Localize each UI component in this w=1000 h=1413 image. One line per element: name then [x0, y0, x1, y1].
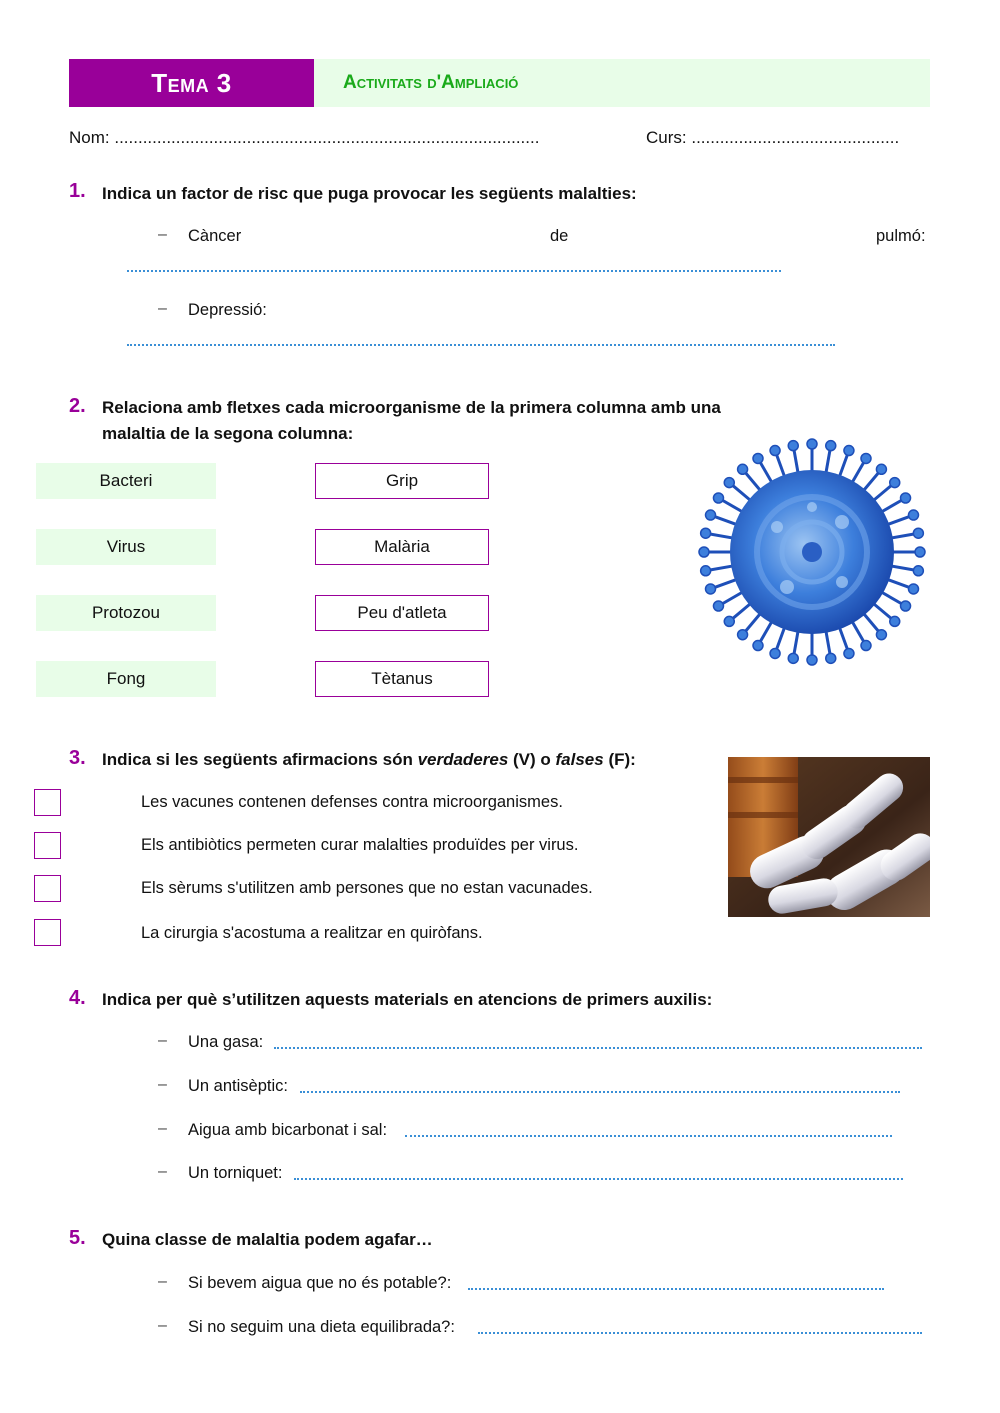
q4-item4-dash: – — [158, 1163, 167, 1180]
name-field[interactable]: .......................................................................................... — [114, 128, 540, 147]
name-row — [69, 128, 539, 148]
q3-text-before: Indica si les següents afirmacions són — [102, 750, 418, 769]
q4-answer-line-2[interactable] — [300, 1091, 900, 1093]
q4-answer-line-3[interactable] — [405, 1135, 892, 1137]
course-field[interactable]: ............................................ — [691, 128, 900, 147]
q1-item2-label: Depressió: — [188, 301, 267, 319]
name-label: Nom: — [69, 128, 110, 147]
q5-item1-dash: – — [158, 1273, 167, 1290]
q3-text-after: (F): — [603, 750, 636, 769]
q3-checkbox-1[interactable] — [34, 789, 61, 816]
q2-text-line1: Relaciona amb fletxes cada microorganisme de la primera columna amb una — [102, 398, 721, 417]
disease-box-malaria[interactable]: Malària — [315, 529, 489, 565]
q1-answer-line-1[interactable] — [127, 270, 781, 272]
q3-text-mid: (V) o — [508, 750, 556, 769]
q5-item1-label: Si bevem aigua que no és potable?: — [188, 1274, 452, 1292]
q5-answer-line-1[interactable] — [468, 1288, 884, 1290]
disease-box-peu-atleta[interactable]: Peu d'atleta — [315, 595, 489, 631]
activity-title: Activitats d'Ampliació — [314, 59, 930, 107]
q4-number: 4. — [69, 987, 86, 1009]
q3-text-italic2: falses — [555, 750, 604, 769]
q3-statement-1: Les vacunes contenen defenses contra microorganismes. — [141, 793, 563, 811]
q4-item4-label: Un torniquet: — [188, 1164, 283, 1182]
q3-checkbox-3[interactable] — [34, 875, 61, 902]
micro-box-bacteri[interactable]: Bacteri — [36, 463, 216, 499]
q3-number: 3. — [69, 747, 86, 769]
q1-number: 1. — [69, 180, 86, 202]
q4-item2-dash: – — [158, 1076, 167, 1093]
q3-statement-2: Els antibiòtics permeten curar malalties produïdes per virus. — [141, 836, 579, 854]
virus-image — [692, 432, 932, 672]
course-label: Curs: — [646, 128, 687, 147]
q5-text: Quina classe de malaltia podem agafar… — [102, 1230, 433, 1249]
q1-item2-dash: – — [158, 300, 167, 317]
q5-answer-line-2[interactable] — [478, 1332, 922, 1334]
q5-number: 5. — [69, 1227, 86, 1249]
q3-text-italic1: verdaderes — [417, 750, 509, 769]
q1-text: Indica un factor de risc que puga provocar les següents malalties: — [102, 184, 637, 203]
micro-box-fong[interactable]: Fong — [36, 661, 216, 697]
q3-checkbox-2[interactable] — [34, 832, 61, 859]
q3-statement-4: La cirurgia s'acostuma a realitzar en quiròfans. — [141, 924, 483, 942]
q4-answer-line-4[interactable] — [294, 1178, 903, 1180]
topic-title: Tema 3 — [69, 59, 314, 107]
q2-number: 2. — [69, 395, 86, 417]
q4-item1-label: Una gasa: — [188, 1033, 264, 1051]
q4-text: Indica per què s’utilitzen aquests materials en atencions de primers auxilis: — [102, 990, 713, 1009]
q1-answer-line-2[interactable] — [127, 344, 835, 346]
q4-item3-dash: – — [158, 1120, 167, 1137]
q5-item2-dash: – — [158, 1317, 167, 1334]
micro-box-protozou[interactable]: Protozou — [36, 595, 216, 631]
q1-item1-word3: pulmó: — [876, 227, 926, 245]
q1-item1-dash: – — [158, 226, 167, 243]
disease-box-grip[interactable]: Grip — [315, 463, 489, 499]
pills-image — [728, 757, 930, 917]
q3-checkbox-4[interactable] — [34, 919, 61, 946]
disease-box-tetanus[interactable]: Tètanus — [315, 661, 489, 697]
q1-item1-word2: de — [550, 227, 569, 245]
course-row — [646, 128, 899, 148]
q5-item2-label: Si no seguim una dieta equilibrada?: — [188, 1318, 455, 1336]
q4-item2-label: Un antisèptic: — [188, 1077, 288, 1095]
q4-item3-label: Aigua amb bicarbonat i sal: — [188, 1121, 388, 1139]
micro-box-virus[interactable]: Virus — [36, 529, 216, 565]
q3-statement-3: Els sèrums s'utilitzen amb persones que no estan vacunades. — [141, 879, 593, 897]
q1-item1-word1: Càncer — [188, 227, 242, 245]
q4-answer-line-1[interactable] — [274, 1047, 922, 1049]
q3-text — [102, 747, 636, 773]
q4-item1-dash: – — [158, 1032, 167, 1049]
q2-text-line2: malaltia de la segona columna: — [102, 424, 354, 443]
